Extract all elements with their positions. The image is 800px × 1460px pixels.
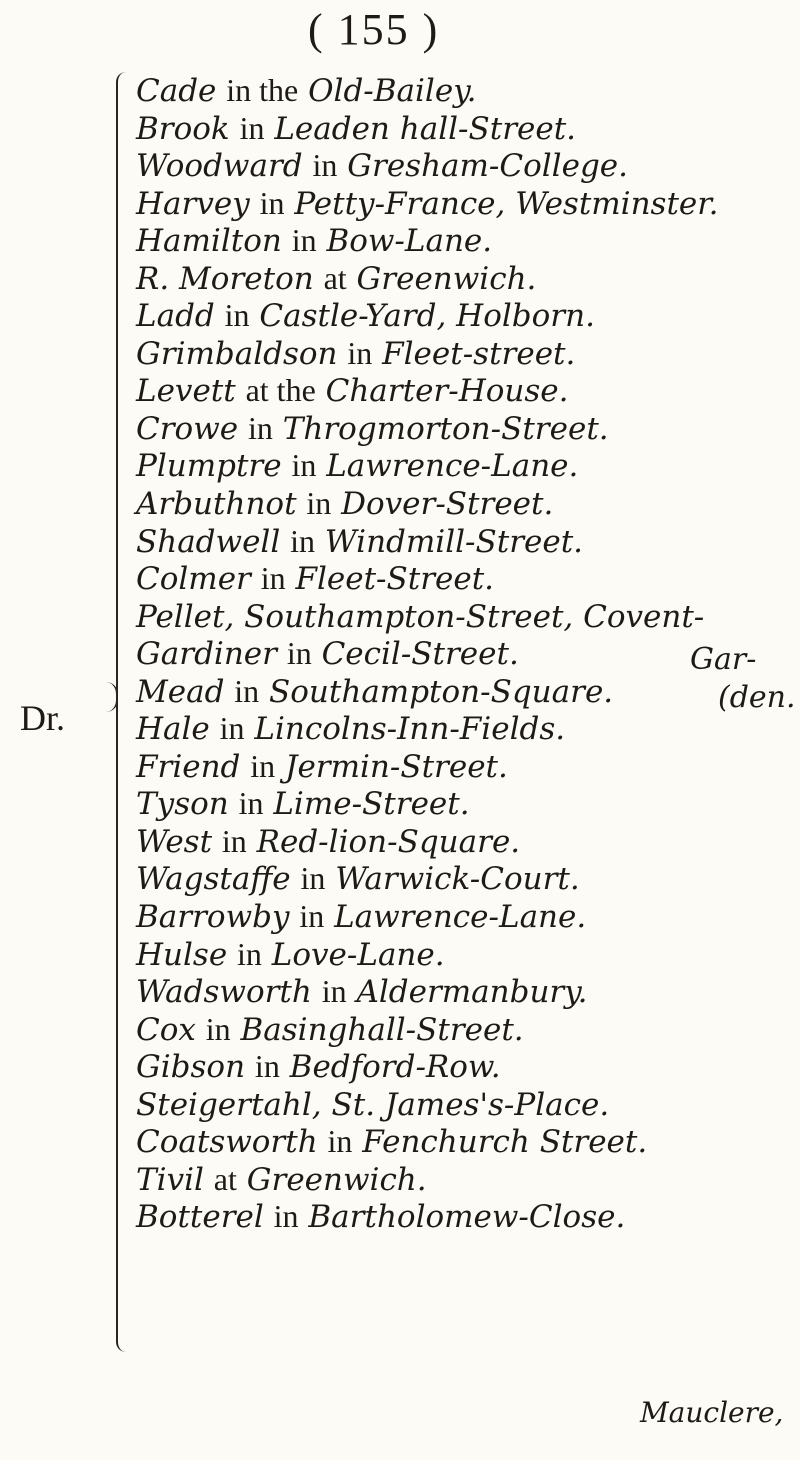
entry-place: Jermin-Street. [285, 748, 508, 785]
entry-name: Arbuthnot [136, 486, 297, 523]
list-item [136, 785, 800, 823]
page-number: ( 155 ) [308, 5, 440, 54]
entry-place: Southampton-Square. [269, 673, 614, 710]
entry-place: Warwick-Court. [335, 861, 580, 898]
entry-place: Fleet-Street. [295, 561, 495, 598]
list-item [136, 523, 800, 561]
entry-name: Cox [136, 1011, 196, 1048]
entry-place: Lime-Street. [273, 786, 470, 823]
entry-preposition: in the [226, 72, 299, 108]
entry-name: Ladd [136, 298, 215, 335]
entry-name: Coatsworth [136, 1124, 318, 1161]
entry-name: Steigertahl, [136, 1086, 322, 1123]
list-item [136, 110, 800, 148]
entry-place: Lincolns-Inn-Fields. [254, 711, 566, 748]
list-item [136, 1011, 800, 1049]
entry-place: Cecil-Street. [321, 636, 519, 673]
list-item [136, 598, 800, 636]
list-item [136, 1198, 800, 1236]
list-item [136, 410, 800, 448]
entry-name: Harvey [136, 185, 250, 222]
entry-place: Lawrence-Lane. [334, 899, 587, 936]
entry-preposition: in [347, 334, 373, 371]
side-label-dr: Dr. [20, 698, 65, 738]
entry-preposition: in [221, 822, 247, 859]
entry-name: Friend [136, 748, 241, 785]
entry-place: Throgmorton-Street. [282, 410, 609, 447]
entry-preposition: in [239, 109, 265, 146]
entry-preposition: in [254, 1048, 280, 1085]
entry-name: Colmer [136, 561, 251, 598]
list-item [136, 447, 800, 485]
catchword: Mauclere, [640, 1396, 784, 1429]
list-item [136, 860, 800, 898]
entry-place: Bow-Lane. [326, 223, 493, 260]
entry-place: Fenchurch Street. [362, 1124, 648, 1161]
entry-name: Hulse [136, 936, 228, 973]
entry-name: Tyson [136, 786, 229, 823]
entry-preposition: in [290, 522, 315, 559]
entry-preposition: in [300, 860, 326, 897]
entry-name: Barrowby [136, 899, 290, 936]
entry-name: Botterel [136, 1199, 264, 1236]
list-item [136, 1161, 800, 1199]
entry-name: Levett [136, 373, 236, 410]
list-item [136, 260, 800, 298]
entry-name: Wagstaffe [136, 861, 291, 898]
entry-name: Hale [136, 711, 210, 748]
entry-place: Red-lion-Square. [256, 823, 521, 860]
entry-preposition: at the [245, 372, 316, 409]
entry-name: Pellet, [136, 598, 235, 635]
entry-name: Woodward [136, 148, 303, 185]
entry-name: Shadwell [136, 523, 281, 560]
list-item [136, 560, 800, 598]
entry-preposition: at [213, 1160, 237, 1197]
entry-place: Dover-Street. [341, 486, 554, 523]
entry-name: West [136, 823, 213, 860]
list-item [136, 185, 800, 223]
entry-place: Southampton-Street, Covent- [244, 598, 705, 635]
entry-name: Hamilton [136, 223, 282, 260]
entry-name: Cade [136, 73, 217, 109]
entry-place: Bartholomew-Close. [308, 1199, 626, 1236]
list-brace [116, 72, 126, 1352]
entry-name: Grimbaldson [136, 335, 338, 372]
entry-preposition: in [286, 635, 312, 672]
entry-place: Castle-Yard, Holborn. [259, 298, 595, 335]
entry-preposition: in [299, 898, 325, 935]
entry-preposition: in [205, 1010, 231, 1047]
entry-place: Aldermanbury. [356, 974, 588, 1011]
entry-place: Old-Bailey. [308, 73, 477, 109]
entry-preposition: in [291, 447, 317, 484]
entry-preposition: in [237, 935, 262, 972]
entry-name: Plumptre [136, 448, 282, 485]
list-item [136, 1048, 800, 1086]
entry-name: Crowe [136, 410, 239, 447]
entry-name: Brook [136, 110, 230, 147]
entry-place: Gresham-College. [347, 148, 628, 185]
entry-name: Gibson [136, 1049, 246, 1086]
entry-place: Greenwich. [246, 1161, 427, 1198]
list-item [136, 335, 800, 373]
entry-preposition: in [259, 184, 285, 221]
entry-preposition: in [306, 485, 332, 522]
entry-preposition: in [234, 672, 260, 709]
list-item [136, 72, 800, 110]
entry-preposition: in [273, 1198, 299, 1235]
entry-preposition: at [323, 259, 347, 296]
entry-name: Mead [136, 673, 225, 710]
entry-preposition: in [219, 710, 245, 747]
entry-place: Greenwich. [356, 260, 537, 297]
list-item [136, 898, 800, 936]
entry-place: Fleet-street. [382, 335, 576, 372]
margin-note-gar: Gar- [690, 642, 757, 677]
list-item [136, 222, 800, 260]
entry-place: Bedford-Row. [289, 1049, 501, 1086]
entry-place: Charter-House. [325, 373, 569, 410]
entry-place: Love-Lane. [271, 936, 445, 973]
list-item [136, 297, 800, 335]
list-item [136, 485, 800, 523]
entry-place: Windmill-Street. [324, 523, 584, 560]
entry-preposition: in [224, 297, 250, 334]
entry-place: Leaden hall-Street. [274, 110, 577, 147]
entry-preposition: in [260, 560, 286, 597]
list-item [136, 936, 800, 974]
entry-name: Wadsworth [136, 974, 312, 1011]
entry-preposition: in [238, 785, 264, 822]
entry-place: Lawrence-Lane. [326, 448, 579, 485]
entry-preposition: in [247, 409, 273, 446]
entry-place: Petty-France, Westminster. [294, 185, 719, 222]
entry-name: R. Moreton [136, 260, 314, 297]
entry-name: Gardiner [136, 636, 277, 673]
entry-preposition: in [321, 973, 347, 1010]
entry-preposition: in [250, 747, 276, 784]
entry-place: Basinghall-Street. [240, 1011, 524, 1048]
entry-name: Tivil [136, 1161, 204, 1198]
entry-preposition: in [312, 147, 338, 184]
list-item [136, 710, 800, 748]
list-item [136, 973, 800, 1011]
entry-place: St. James's-Place. [331, 1086, 610, 1123]
list-item [136, 372, 800, 410]
list-item [136, 673, 800, 711]
list-item [136, 1086, 800, 1124]
list-item [136, 147, 800, 185]
margin-note-den: (den. [718, 680, 796, 715]
entry-preposition: in [291, 222, 317, 259]
entry-preposition: in [327, 1123, 353, 1160]
list-item [136, 1123, 800, 1161]
list-item [136, 823, 800, 861]
list-item [136, 748, 800, 786]
